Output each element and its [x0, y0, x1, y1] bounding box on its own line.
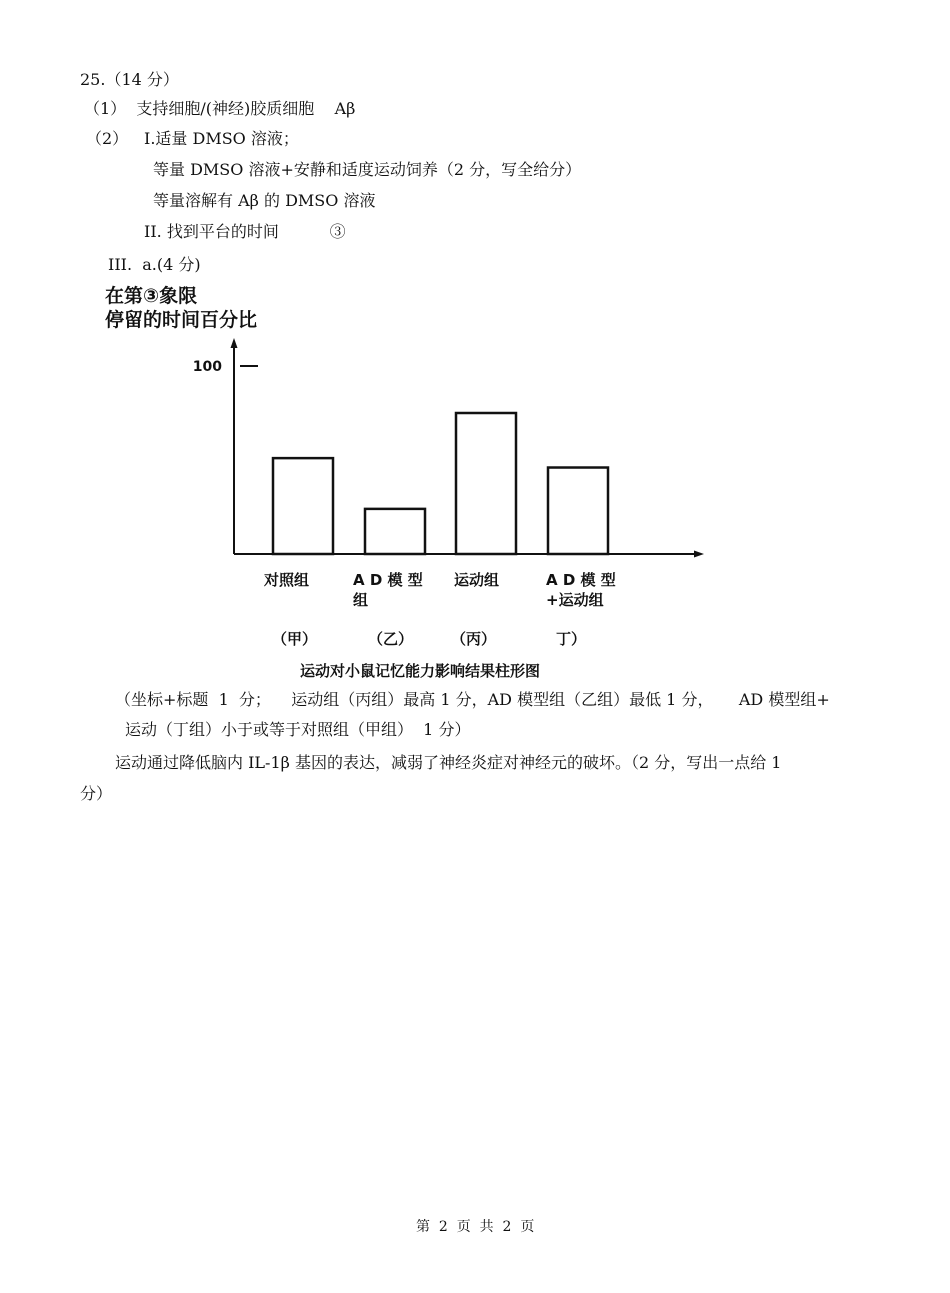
scoring-note-line2: 运动（丁组）小于或等于对照组（甲组） 1 分） [125, 720, 471, 739]
group-label: 丁） [556, 630, 587, 648]
category-label: 运动组 [454, 571, 500, 589]
bar [273, 458, 333, 554]
scoring-note-line1: （坐标+标题 1 分； 运动组（丙组）最高 1 分，AD 模型组（乙组）最低 1 分， AD 模型组+ [115, 690, 830, 709]
bar [365, 509, 425, 554]
question-header: 25.（14 分） [80, 70, 179, 89]
y-tick-label: 100 [192, 359, 222, 375]
category-label: A D 模 型 [546, 571, 616, 589]
page-footer: 第 2 页 共 2 页 [416, 1219, 535, 1235]
step-I-line2: 等量 DMSO 溶液+安静和适度运动饲养（2 分，写全给分） [153, 160, 582, 179]
category-label: 对照组 [264, 571, 310, 589]
part2-label: （2） [86, 129, 129, 148]
conclusion-line2: 分） [80, 784, 113, 803]
group-label: （乙） [368, 630, 414, 648]
group-label: （甲） [272, 630, 318, 648]
group-label: （丙） [451, 630, 497, 648]
chart-ylabel-line2: 停留的时间百分比 [105, 309, 258, 331]
bar [548, 468, 608, 554]
step-II: II. 找到平台的时间 ③ [144, 222, 346, 241]
step-I-line3: 等量溶解有 Aβ 的 DMSO 溶液 [153, 191, 376, 210]
category-label: +运动组 [546, 591, 604, 609]
chart-caption: 运动对小鼠记忆能力影响结果柱形图 [300, 662, 541, 680]
bar [456, 413, 516, 554]
part1-answer: （1） 支持细胞/(神经)胶质细胞 Aβ [84, 99, 356, 118]
x-axis-arrow [694, 551, 704, 558]
step-III: III. a.(4 分) [108, 255, 201, 274]
category-label: A D 模 型 [353, 571, 423, 589]
step-I: I.适量 DMSO 溶液； [144, 129, 299, 148]
y-axis-arrow [231, 338, 238, 348]
category-label: 组 [353, 591, 369, 609]
conclusion-line1: 运动通过降低脑内 IL-1β 基因的表达，减弱了神经炎症对神经元的破坏。（2 分，写出一点给 1 [115, 753, 782, 772]
chart-ylabel-line1: 在第③象限 [105, 285, 198, 307]
